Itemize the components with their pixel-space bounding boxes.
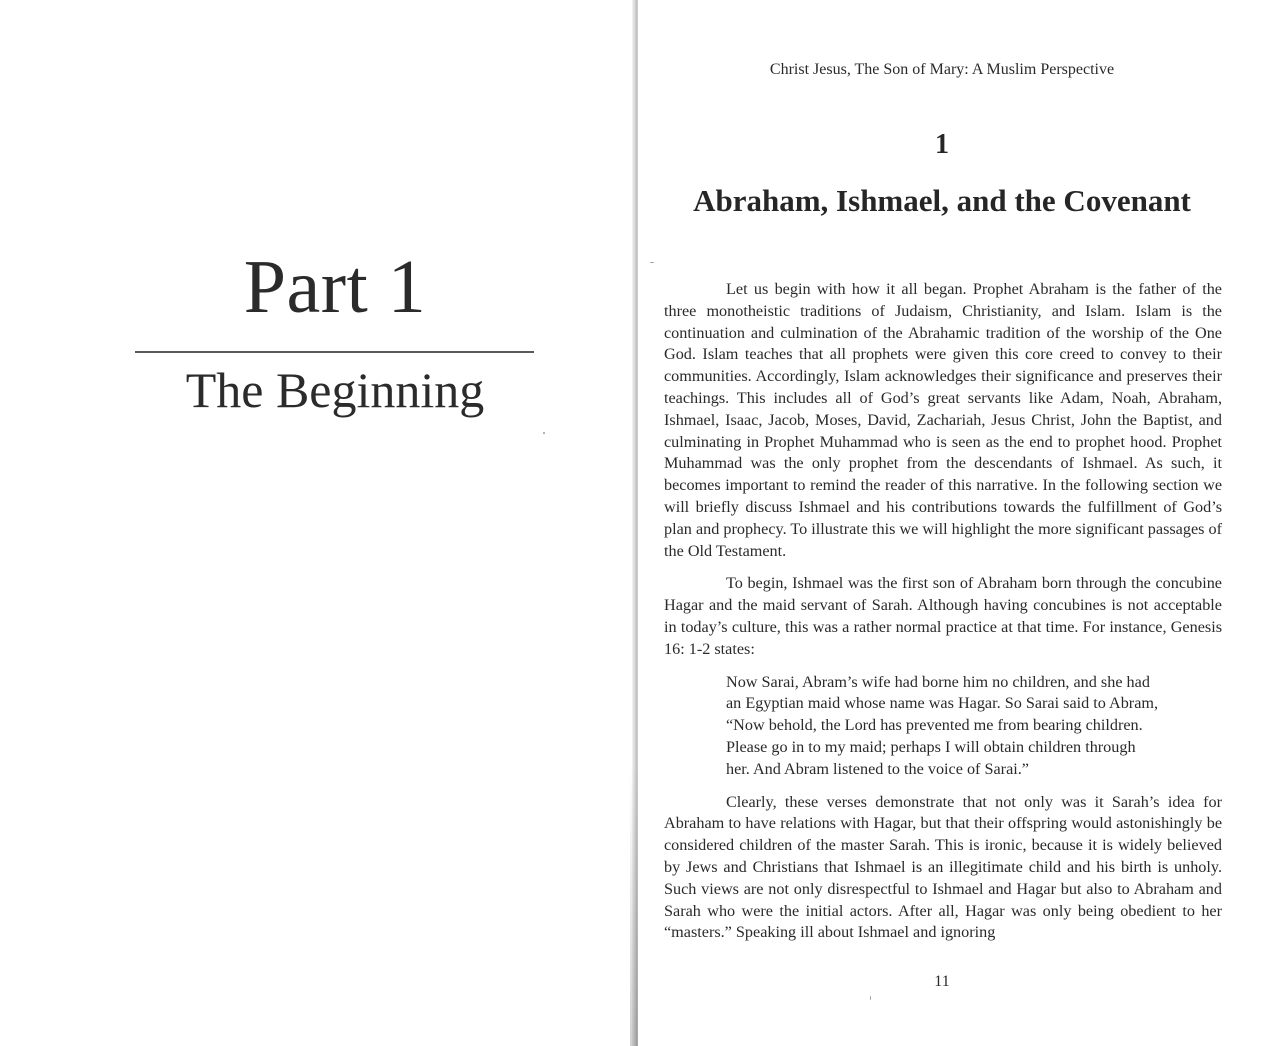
- paragraph-1: Let us begin with how it all began. Prophet Abraham is the father of the three monotheistic traditions of Judaism, Christianity, and Islam. Islam is the continuation and culmination of the Abrahamic tradition of the worship of the One God. Islam teaches that all prophets were given this core creed to convey to their communities. Accordingly, Islam acknowledges their significance and preserves their teachings. This includes all of God’s great servants like Adam, Noah, Abraham, Ishmael, Isaac, Jacob, Moses, David, Zachariah, Jesus Christ, John the Baptist, and culminating in Prophet Muhammad who is seen as the end to prophet hood. Prophet Muhammad was the only prophet from the descendants of Ishmael. As such, it becomes important to remind the reader of this narrative. In the following section we will briefly discuss Ishmael and his contributions towards the fulfillment of God’s plan and prophecy. To illustrate this we will highlight the more significant passages of the Old Testament.: [664, 280, 1222, 560]
- scan-speck: [650, 262, 654, 263]
- paragraph-3: Clearly, these verses demonstrate that not only was it Sarah’s idea for Abraham to have relations with Hagar, but that their offspring would astonishingly be considered children of the master Sarah. This is ironic, because it is widely believed by Jews and Christians that Ishmael is an illegitimate child and his birth is unholy. Such views are not only disrespectful to Ishmael and Hagar but also to Abraham and Sarah who were the initial actors. After all, Hagar was only being obedient to her “masters.” Speaking ill about Ishmael and ignoring: [664, 792, 1222, 942]
- running-header: Christ Jesus, The Son of Mary: A Muslim Perspective: [769, 61, 1115, 78]
- chapter-title: Abraham, Ishmael, and the Covenant: [693, 183, 1191, 218]
- scripture-quote: Now Sarai, Abram’s wife had borne him no children, and she had an Egyptian maid whose name was Hagar. So Sarai said to Abram, “Now behold, the Lord has prevented me from bearing children. Please go in to my maid; perhaps I will obtain children through her. And Abram listened to the voice of Sarai.”: [726, 672, 1159, 778]
- part-title: The Beginning: [185, 362, 485, 418]
- left-page: [0, 0, 634, 1046]
- page-number: 11: [934, 973, 950, 990]
- chapter-body: [664, 279, 1222, 955]
- part-number: Part 1: [243, 245, 427, 329]
- paragraph-2: To begin, Ishmael was the first son of Abraham born through the concubine Hagar and the maid servant of Sarah. Although having concubines is not acceptable in today’s culture, this was a rather normal practice at that time. For instance, Genesis 16: 1-2 states:: [664, 574, 1222, 658]
- scan-speck: [870, 996, 871, 1000]
- part-divider-rule: [135, 351, 534, 353]
- chapter-number: 1: [935, 129, 949, 160]
- scan-speck: [543, 432, 545, 434]
